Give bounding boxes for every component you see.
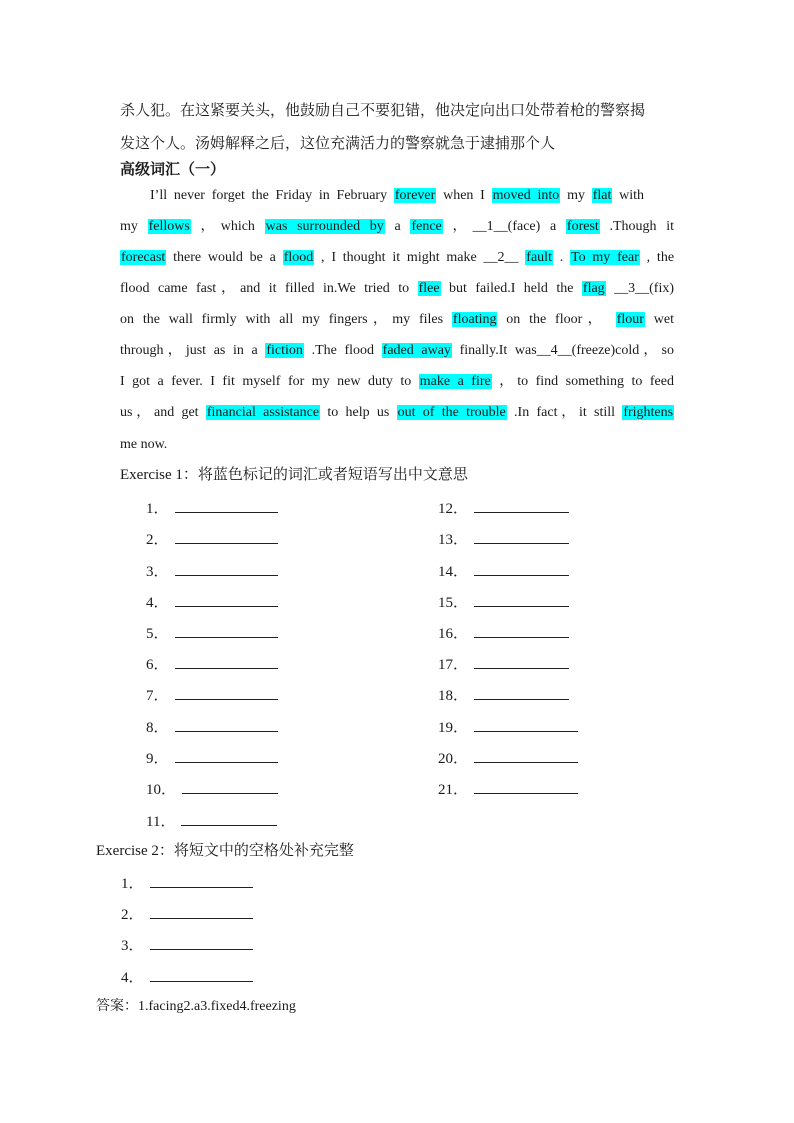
passage-line-6	[120, 341, 674, 361]
passage-text: a	[394, 219, 401, 234]
answer-blank[interactable]	[474, 498, 569, 513]
passage-text: I got a fever. I fit myself for my new duty to	[120, 374, 412, 389]
passage-line-9	[120, 435, 167, 455]
exercise1-item	[438, 561, 569, 582]
item-number: 2．	[121, 907, 144, 923]
item-number: 4．	[121, 970, 144, 986]
passage-text: , I thought it might make __2__	[321, 250, 519, 265]
exercise1-item	[146, 592, 278, 613]
exercise1-item	[438, 623, 569, 644]
passage-text: my	[567, 188, 585, 203]
passage-text: .In fact，it still	[514, 405, 616, 420]
answer-blank[interactable]	[150, 967, 253, 982]
item-number: 12．	[438, 501, 469, 517]
highlighted-term: floating	[452, 312, 497, 327]
passage-text: flood came fast，and it filled in.We tried to	[120, 281, 410, 296]
exercise1-item	[146, 717, 278, 738]
answer-blank[interactable]	[175, 498, 278, 513]
item-number: 1．	[146, 501, 169, 517]
passage-text: but failed.I held the	[448, 281, 574, 296]
passage-line-1	[120, 186, 644, 206]
answer-blank[interactable]	[175, 623, 278, 638]
passage-text: me now.	[120, 437, 168, 452]
highlighted-term: flag	[582, 281, 605, 296]
passage-text: on the wall firmly with all my fingers，my files	[120, 312, 444, 327]
answer-blank[interactable]	[474, 779, 578, 794]
passage-line-4	[120, 279, 674, 299]
highlighted-term: fellows	[148, 219, 190, 234]
item-number: 16．	[438, 626, 469, 642]
item-number: 21．	[438, 782, 469, 798]
exercise2-title: Exercise 2：将短文中的空格处补充完整	[96, 843, 354, 859]
highlighted-term: forecast	[121, 250, 166, 265]
item-number: 17．	[438, 657, 469, 673]
exercise1-item	[146, 654, 278, 675]
highlighted-term: make a fire	[419, 374, 491, 389]
item-number: 20．	[438, 751, 469, 767]
intro-line-1: 杀人犯。在这紧要关头，他鼓励自己不要犯错，他决定向出口处带着枪的警察揭	[120, 101, 646, 119]
answer-blank[interactable]	[181, 811, 277, 826]
item-number: 7．	[146, 688, 169, 704]
exercise1-item	[146, 811, 277, 832]
exercise1-item	[438, 717, 578, 738]
answer-blank[interactable]	[474, 529, 569, 544]
passage-text: on the floor，	[506, 312, 607, 327]
answer-blank[interactable]	[175, 685, 278, 700]
section-title: 高级词汇（一）	[120, 160, 226, 178]
answer-blank[interactable]	[150, 904, 253, 919]
exercise1-item	[438, 592, 569, 613]
exercise1-item	[146, 685, 278, 706]
highlighted-term: financial assistance	[206, 405, 320, 420]
passage-text: with	[619, 188, 645, 203]
passage-text: ，which	[200, 219, 255, 234]
exercise2-item	[121, 935, 253, 956]
passage-line-8	[120, 403, 674, 423]
highlighted-term: fault	[526, 250, 552, 265]
highlighted-term: flat	[592, 188, 612, 203]
answer-blank[interactable]	[175, 529, 278, 544]
item-number: 10．	[146, 782, 177, 798]
passage-text: wet	[653, 312, 675, 327]
passage-line-5	[120, 310, 674, 330]
answer-blank[interactable]	[474, 561, 569, 576]
passage-text: .Though it	[609, 219, 675, 234]
item-number: 4．	[146, 595, 169, 611]
item-number: 18．	[438, 688, 469, 704]
highlighted-term: frightens	[623, 405, 674, 420]
item-number: 9．	[146, 751, 169, 767]
answer-blank[interactable]	[474, 623, 569, 638]
answer-blank[interactable]	[175, 717, 278, 732]
highlighted-term: forest	[566, 219, 599, 234]
passage-text: __3__(fix)	[614, 281, 675, 296]
item-number: 1．	[121, 876, 144, 892]
highlighted-term: flee	[418, 281, 440, 296]
item-number: 11．	[146, 814, 176, 830]
passage-text: I’ll never forget the Friday in February	[150, 188, 388, 203]
passage-text: ，__1__(face) a	[452, 219, 557, 234]
answer-blank[interactable]	[150, 873, 253, 888]
answer-blank[interactable]	[474, 654, 569, 669]
exercise2-item	[121, 873, 253, 894]
exercise1-item	[146, 529, 278, 550]
passage-text: .The flood	[311, 343, 375, 358]
highlighted-term: fence	[411, 219, 442, 234]
answer-blank[interactable]	[474, 717, 578, 732]
highlighted-term: fiction	[266, 343, 303, 358]
highlighted-term: was surrounded by	[265, 219, 384, 234]
exercise1-item	[146, 498, 278, 519]
answer-blank[interactable]	[474, 592, 569, 607]
answer-blank[interactable]	[175, 748, 278, 763]
passage-line-2	[120, 217, 674, 237]
highlighted-term: faded away	[382, 343, 451, 358]
item-number: 2．	[146, 532, 169, 548]
exercise1-title: Exercise 1：将蓝色标记的词汇或者短语写出中文意思	[120, 467, 468, 483]
intro-line-2: 发这个人。汤姆解释之后，这位充满活力的警察就急于逮捕那个人	[120, 134, 556, 152]
highlighted-term: forever	[394, 188, 436, 203]
item-number: 3．	[121, 938, 144, 954]
exercise1-item	[438, 779, 578, 800]
passage-text: finally.It was__4__(freeze)cold，so	[459, 343, 675, 358]
answer-blank[interactable]	[175, 654, 278, 669]
passage-text: ，to find something to feed	[499, 374, 674, 389]
item-number: 8．	[146, 720, 169, 736]
answer-blank[interactable]	[474, 748, 578, 763]
exercise1-item	[438, 529, 569, 550]
item-number: 5．	[146, 626, 169, 642]
exercise1-item	[438, 685, 569, 706]
passage-text: when I	[443, 188, 485, 203]
highlighted-term: out of the trouble	[397, 405, 506, 420]
passage-text: .	[559, 250, 564, 265]
highlighted-term: moved into	[492, 188, 560, 203]
exercise1-item	[146, 748, 278, 769]
answer-blank[interactable]	[175, 592, 278, 607]
exercise1-item	[146, 561, 278, 582]
passage-text: , the	[646, 250, 675, 265]
answer-blank[interactable]	[474, 685, 569, 700]
highlighted-term: To my fear	[571, 250, 639, 265]
answer-blank[interactable]	[175, 561, 278, 576]
answer-blank[interactable]	[150, 935, 253, 950]
exercise2-item	[121, 967, 253, 988]
exercise1-item	[438, 654, 569, 675]
exercise1-item	[146, 779, 278, 800]
item-number: 19．	[438, 720, 469, 736]
passage-line-3	[120, 248, 674, 268]
passage-line-7	[120, 372, 674, 392]
passage-text: to help us	[327, 405, 390, 420]
exercise1-item	[438, 498, 569, 519]
item-number: 3．	[146, 564, 169, 580]
answer-line: 答案：1.facing2.a3.fixed4.freezing	[96, 999, 296, 1014]
highlighted-term: flood	[283, 250, 314, 265]
passage-text: through，just as in a	[120, 343, 258, 358]
exercise1-item	[146, 623, 278, 644]
item-number: 14．	[438, 564, 469, 580]
exercise1-item	[438, 748, 578, 769]
item-number: 6．	[146, 657, 169, 673]
exercise2-item	[121, 904, 253, 925]
item-number: 15．	[438, 595, 469, 611]
passage-text: there would be a	[173, 250, 276, 265]
item-number: 13．	[438, 532, 469, 548]
passage-text: my	[120, 219, 138, 234]
passage-text: us，and get	[120, 405, 199, 420]
answer-blank[interactable]	[182, 779, 278, 794]
highlighted-term: flour	[616, 312, 644, 327]
